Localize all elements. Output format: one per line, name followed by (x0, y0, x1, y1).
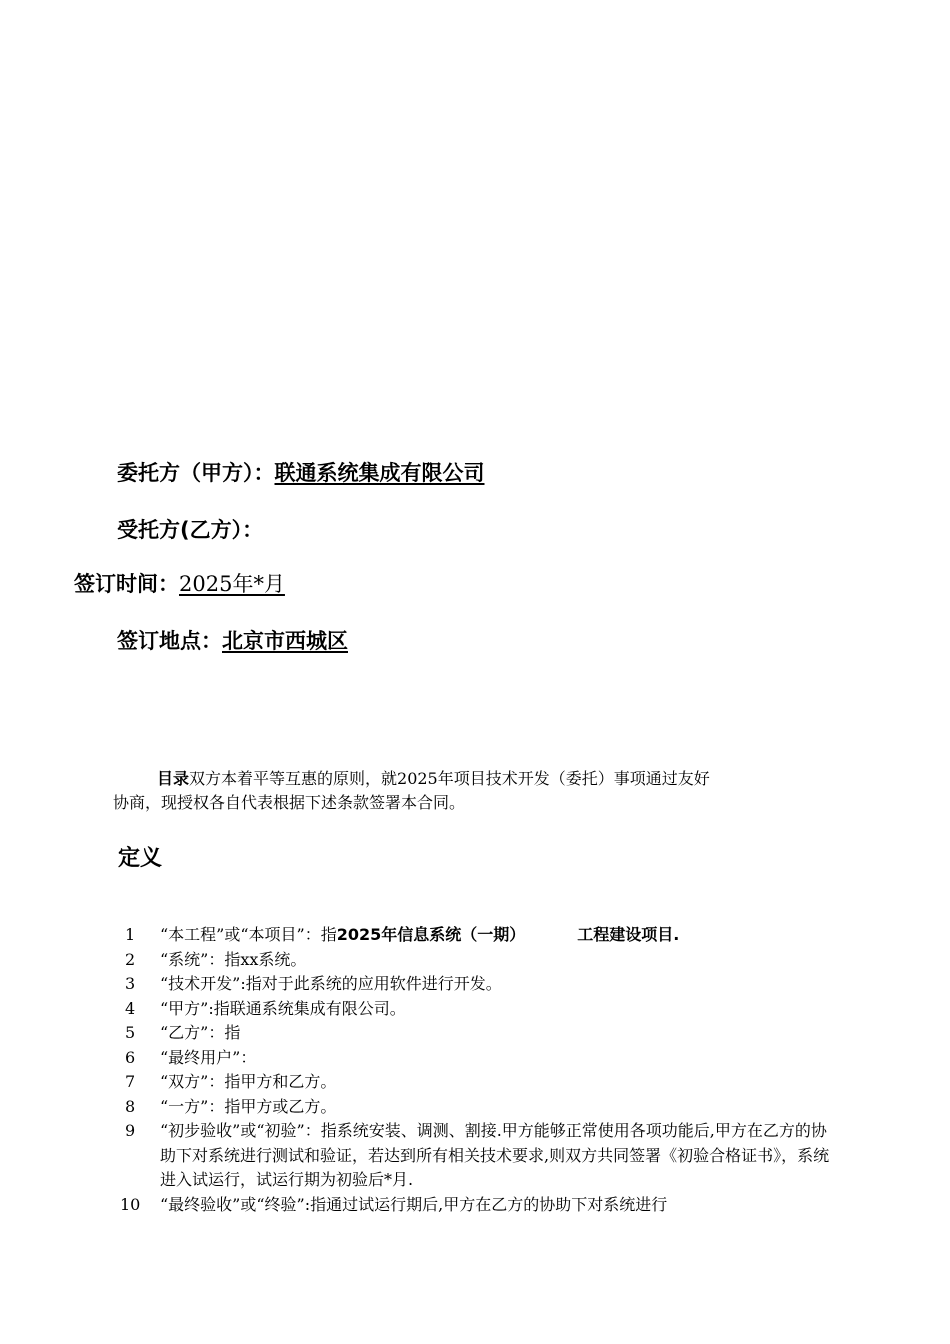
definition-text: “技术开发”:指对于此系统的应用软件进行开发。 (160, 974, 502, 993)
definition-text: “初步验收”或“初验”：指系统安装、调测、割接.甲方能够正常使用各项功能后,甲方在乙方的协助下对系统进行测试和验证，若达到所有相关技术要求,则双方共同签署《初验合格证书》，系统进入试运行，试运行期为初验后*月. (160, 1121, 830, 1189)
section-heading-definitions: 定义 (118, 846, 163, 871)
definition-number: 5 (125, 1023, 136, 1042)
definition-text: “一方”：指甲方或乙方。 (160, 1096, 337, 1116)
client-value: 联通系统集成有限公司 (274, 461, 485, 485)
definition-text: “最终验收”或“终验”:指通过试运行期后,甲方在乙方的协助下对系统进行 (160, 1194, 668, 1214)
signing-place-label: 签订地点： (117, 629, 222, 653)
definition-item (120, 997, 840, 1022)
definition-text: “最终用户”： (160, 1047, 257, 1067)
contractor-label: 受托方(乙方）： (117, 518, 264, 542)
definition-item (120, 1095, 840, 1120)
signing-time-value: 2025年*月 (179, 572, 285, 596)
definition-text: “双方”：指甲方和乙方。 (160, 1072, 337, 1091)
definition-number: 7 (125, 1072, 136, 1091)
definition-text: “本工程”或“本项目”：指2025年信息系统（一期） 工程建设项目. (160, 925, 680, 944)
definition-number: 9 (125, 1121, 136, 1140)
signing-place-value: 北京市西城区 (222, 629, 348, 653)
definition-item (120, 1021, 840, 1046)
definition-number: 10 (120, 1194, 141, 1214)
definition-item (120, 972, 840, 997)
definition-number: 2 (125, 949, 136, 969)
definition-item (120, 923, 840, 948)
definitions-list (120, 923, 840, 1217)
project-suffix: 工程建设项目. (577, 925, 680, 944)
intro-text: 双方本着平等互惠的原则，就2025年项目技术开发（委托）事项通过友好协商，现授权各自代表根据下述条款签署本合同。 (113, 769, 710, 812)
signing-time-line (74, 570, 285, 598)
definition-item (120, 1046, 840, 1071)
definition-item (120, 1193, 840, 1218)
toc-label: 目录 (157, 769, 190, 788)
definition-item (120, 1119, 840, 1193)
contractor-party-line (117, 516, 263, 544)
definition-number: 4 (125, 998, 136, 1018)
definition-number: 6 (125, 1047, 136, 1067)
signing-place-line (117, 627, 348, 655)
intro-paragraph (113, 767, 713, 815)
definition-number: 8 (125, 1096, 136, 1116)
client-label: 委托方（甲方）： (117, 461, 275, 485)
definition-item (120, 948, 840, 973)
definition-text: “甲方”:指联通系统集成有限公司。 (160, 998, 406, 1018)
definition-number: 3 (125, 974, 136, 993)
definition-item (120, 1070, 840, 1095)
signing-time-label: 签订时间： (74, 572, 179, 596)
project-name: 2025年信息系统（一期） (336, 925, 526, 944)
definition-text: “乙方”：指 (160, 1023, 241, 1042)
definition-text: “系统”：指xx系统。 (160, 949, 307, 969)
client-party-line (117, 459, 485, 487)
definition-number: 1 (125, 925, 136, 944)
